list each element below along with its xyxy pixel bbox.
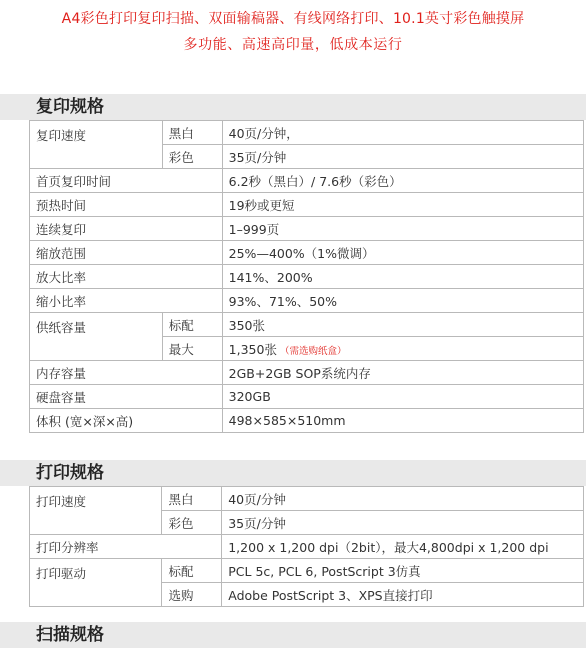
spec-value: 6.2秒（黑白）/ 7.6秒（彩色） — [222, 169, 583, 193]
table-row — [30, 169, 584, 193]
spec-sublabel: 标配 — [162, 313, 222, 337]
print-spec-table — [29, 486, 584, 607]
spec-label: 打印速度 — [30, 487, 162, 535]
spec-value: 40页/分钟， — [222, 121, 583, 145]
spec-value: 40页/分钟 — [222, 487, 584, 511]
spec-value: 350张 — [222, 313, 583, 337]
table-row — [30, 385, 584, 409]
spec-label: 预热时间 — [30, 193, 223, 217]
spec-label: 缩放范围 — [30, 241, 223, 265]
spec-value: 35页/分钟 — [222, 145, 583, 169]
spec-value: 35页/分钟 — [222, 511, 584, 535]
spec-value: 25%—400%（1%微调） — [222, 241, 583, 265]
spec-value: 2GB+2GB SOP系统内存 — [222, 361, 583, 385]
spec-sublabel: 选购 — [162, 583, 222, 607]
spec-value: 93%、71%、50% — [222, 289, 583, 313]
spec-sublabel: 彩色 — [162, 511, 222, 535]
table-row — [30, 535, 584, 559]
section-title-print: 打印规格 — [0, 460, 586, 486]
table-row — [30, 241, 584, 265]
spec-label: 缩小比率 — [30, 289, 223, 313]
spec-sublabel: 黑白 — [162, 121, 222, 145]
spec-label: 放大比率 — [30, 265, 223, 289]
spec-label: 复印速度 — [30, 121, 163, 169]
spec-label: 打印驱动 — [30, 559, 162, 607]
spec-value: 320GB — [222, 385, 583, 409]
spec-label: 硬盘容量 — [30, 385, 223, 409]
table-row — [30, 409, 584, 433]
copy-spec-table — [29, 120, 584, 433]
spec-value: Adobe PostScript 3、XPS直接打印 — [222, 583, 584, 607]
spec-label: 打印分辨率 — [30, 535, 222, 559]
spec-label: 首页复印时间 — [30, 169, 223, 193]
spec-value: 1–999页 — [222, 217, 583, 241]
section-title-scan: 扫描规格 — [0, 622, 586, 648]
spec-value-cell — [222, 337, 583, 361]
promo-line-1: A4彩色打印复印扫描、双面输稿器、有线网络打印、10.1英寸彩色触摸屏 — [61, 11, 525, 27]
table-row — [30, 313, 584, 337]
spec-sublabel: 黑白 — [162, 487, 222, 511]
spec-label: 体积 (宽×深×高) — [30, 409, 223, 433]
table-row — [30, 121, 584, 145]
table-row — [30, 487, 584, 511]
spec-label: 连续复印 — [30, 217, 223, 241]
spec-value: 141%、200% — [222, 265, 583, 289]
table-row — [30, 559, 584, 583]
spec-value: 1,350张 — [228, 341, 277, 357]
spec-note: （需选购纸盒） — [279, 345, 347, 357]
table-row — [30, 217, 584, 241]
spec-label: 供纸容量 — [30, 313, 163, 361]
spec-value: 1,200 x 1,200 dpi（2bit），最大4,800dpi x 1,200 dpi — [222, 535, 584, 559]
spec-sublabel: 彩色 — [162, 145, 222, 169]
table-row — [30, 193, 584, 217]
spec-label: 内存容量 — [30, 361, 223, 385]
table-row — [30, 289, 584, 313]
spec-sublabel: 最大 — [162, 337, 222, 361]
promo-line-2: 多功能、高速高印量，低成本运行 — [183, 37, 403, 53]
spec-value: PCL 5c, PCL 6, PostScript 3仿真 — [222, 559, 584, 583]
section-title-copy: 复印规格 — [0, 94, 586, 120]
table-row — [30, 361, 584, 385]
spec-sublabel: 标配 — [162, 559, 222, 583]
spec-value: 498×585×510mm — [222, 409, 583, 433]
spec-value: 19秒或更短 — [222, 193, 583, 217]
table-row — [30, 265, 584, 289]
